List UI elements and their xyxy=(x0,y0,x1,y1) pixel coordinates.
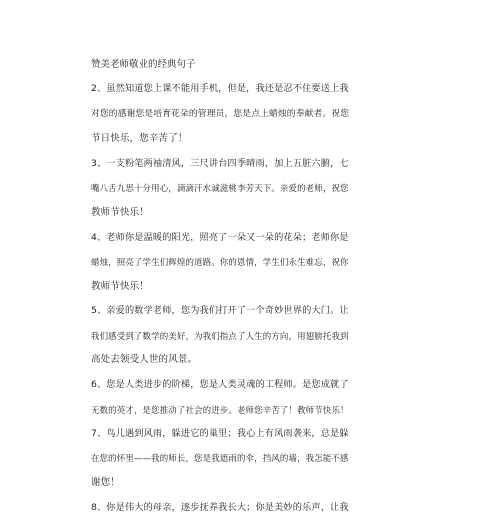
text-line: 3、一支粉笔两袖清风，三尺讲台四季晴雨，加上五脏六腑，七 xyxy=(91,158,349,169)
text-line: 2、虽然知道您上课不能用手机，但是，我还是忍不住要送上我 xyxy=(91,83,349,94)
text-line: 对您的感谢您是培育花朵的管理员，您是点上蜡烛的奉献者。祝您 xyxy=(91,109,350,119)
text-line: 8、你是伟大的母亲，逐步抚养我长大；你是美妙的乐声，让我 xyxy=(91,502,349,513)
document-title: 赞美老师敬业的经典句子 xyxy=(91,59,196,70)
text-line: 在您的怀里——我的师长，您是我遮雨的伞，挡风的墙，我怎能不感 xyxy=(91,453,349,463)
text-line: 4、老师你是温暖的阳光，照亮了一朵又一朵的花朵；老师你是 xyxy=(91,232,349,243)
text-line: 5、亲爱的数学老师，您为我们打开了一个奇妙世界的大门。让 xyxy=(91,305,349,316)
text-line: 嘴八舌九思十分用心，滴滴汗水诚滋桃李芳天下。亲爱的老师，祝您 xyxy=(91,183,349,193)
text-line: 蜡烛，照亮了学生们辉煌的道路。你的恩情，学生们永生难忘，祝你 xyxy=(91,257,349,267)
text-line: 教师节快乐！ xyxy=(91,207,149,218)
text-line: 节日快乐，您辛苦了！ xyxy=(91,133,188,144)
text-line: 谢您！ xyxy=(91,477,120,488)
text-line: 无数的英才，是您推动了社会的进步。老师您辛苦了！教师节快乐！ xyxy=(91,405,349,415)
text-line: 7、鸟儿遇到风雨，躲进它的巢里；我心上有风雨袭来，总是躲 xyxy=(91,428,349,439)
text-line: 我们感受到了数学的美好，为我们指点了人生的方向，用翅膀托我到 xyxy=(91,331,349,341)
text-line: 高处去领受人世的风景。 xyxy=(91,354,198,365)
text-line: 6、您是人类进步的阶梯，您是人类灵魂的工程师。是您成就了 xyxy=(91,379,349,390)
text-line: 教师节快乐！ xyxy=(91,281,149,292)
